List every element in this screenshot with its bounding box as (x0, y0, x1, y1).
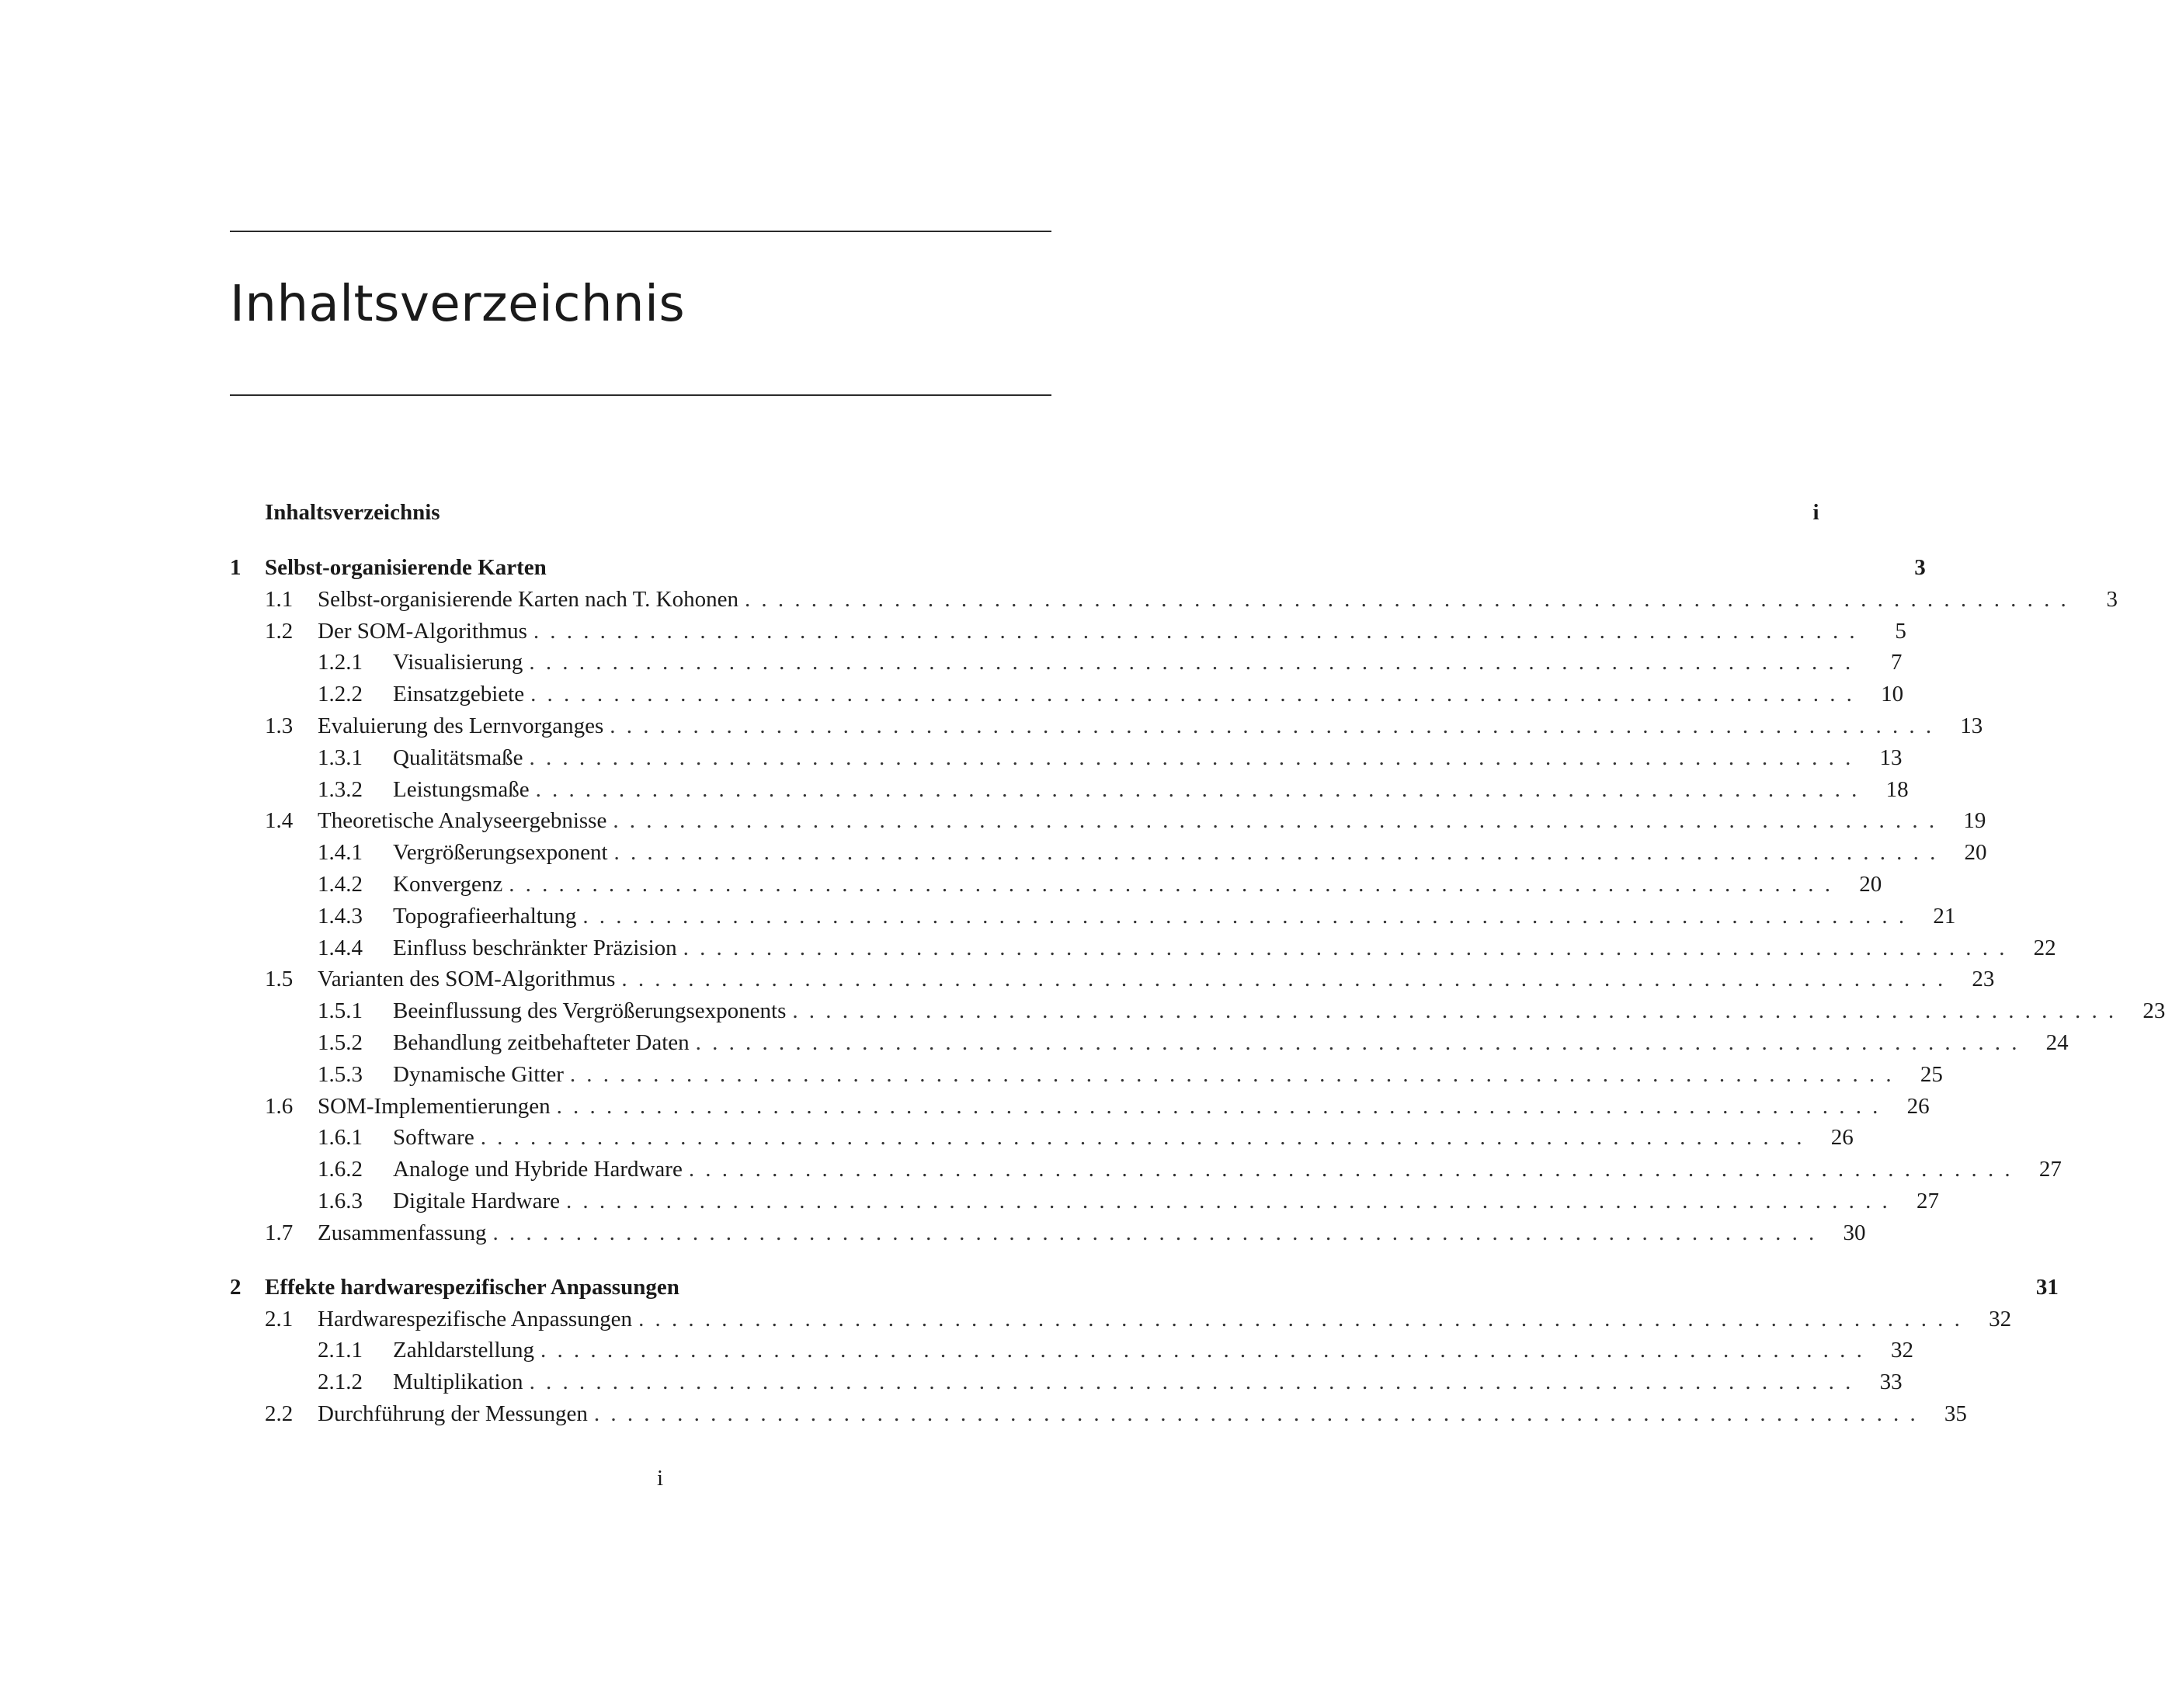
toc-entry-number: 1.4.4 (318, 935, 363, 960)
toc-entry-title: Selbst-organisierende Karten nach T. Kohonen (318, 584, 745, 615)
toc-entry-title: Inhaltsverzeichnis (265, 497, 447, 528)
toc-entry[interactable] (230, 1027, 2069, 1058)
toc-entry-page: 3 (2106, 586, 2118, 612)
toc-entry-page: 3 (1914, 555, 1926, 580)
toc-entry-number: 2.1 (265, 1306, 294, 1331)
toc-entry-title: SOM-Implementierungen (318, 1091, 557, 1122)
toc-entry-title: Durchführung der Messungen (318, 1398, 594, 1429)
toc-entry-title: Analoge und Hybride Hardware (393, 1154, 689, 1185)
toc-entry-number: 1.2.1 (318, 650, 363, 675)
toc-entry-number: 1.6.1 (318, 1125, 363, 1151)
toc-entry-title: Theoretische Analyseergebnisse (318, 805, 613, 836)
toc-entry-title: Qualitätsmaße (393, 742, 530, 773)
toc-entry[interactable] (230, 710, 1983, 741)
toc-entry-page: 23 (1972, 967, 1995, 992)
dot-leader: ................................................................................ (556, 1093, 1889, 1119)
toc-entry-page: 21 (1933, 903, 1956, 929)
toc-entry-title: Multiplikation (393, 1366, 530, 1397)
dot-leader: ................................................................................ (540, 1338, 1874, 1363)
toc-chapter-entry[interactable] (230, 552, 1926, 583)
dot-leader: ................................................................................ (792, 998, 2125, 1024)
toc-entry-title: Einfluss beschränkter Präzision (393, 932, 683, 963)
toc-entry-number: 1.5 (265, 967, 294, 992)
dot-leader: ................................................................................ (613, 808, 1946, 834)
toc-entry-number: 1.4 (265, 808, 294, 834)
dot-leader: ................................................................................ (593, 1401, 1927, 1426)
toc-entry-page: 25 (1920, 1061, 1943, 1087)
toc-entry-page: 23 (2142, 998, 2165, 1024)
toc-entry[interactable] (230, 1335, 1914, 1366)
toc-entry-title: Zusammenfassung (318, 1217, 492, 1248)
toc-entry-number: 1 (230, 555, 242, 580)
toc-entry-title: Leistungsmaße (393, 774, 536, 805)
toc-entry[interactable] (230, 1154, 2062, 1185)
dot-leader: ................................................................................ (529, 650, 1862, 675)
dot-leader: ................................................................................ (610, 713, 1943, 738)
toc-entry-number: 1.1 (265, 586, 294, 612)
toc-entry-title: Selbst-organisierende Karten (265, 552, 553, 583)
dot-leader: ................................................................................ (621, 967, 1955, 992)
dot-leader: ................................................................................ (638, 1306, 1972, 1331)
toc-entry-number: 2.1.2 (318, 1370, 363, 1395)
dot-leader: ................................................................................ (582, 903, 1916, 929)
toc-entry-page: 32 (1891, 1338, 1914, 1363)
toc-entry-number: 1.2.2 (318, 682, 363, 707)
toc-entry-page: 10 (1881, 682, 1904, 707)
dot-leader: ................................................................................ (688, 1157, 2021, 1182)
dot-leader: ................................................................................ (529, 745, 1862, 770)
toc-entry-title: Software (393, 1122, 481, 1153)
toc-entry[interactable] (230, 869, 1882, 900)
dot-leader: ................................................................................ (530, 682, 1864, 707)
toc-entry-number: 1.4.1 (318, 840, 363, 866)
toc-entry-page: 27 (1916, 1189, 1939, 1213)
toc-entry-number: 1.5.3 (318, 1061, 363, 1087)
toc-entry-title: Behandlung zeitbehafteter Daten (393, 1027, 696, 1058)
toc-entry[interactable] (230, 584, 2118, 615)
toc-entry[interactable] (230, 742, 1903, 773)
toc-entry-page: 13 (1879, 745, 1903, 770)
toc-entry-title: Zahldarstellung (393, 1335, 540, 1366)
toc-entry-title: Topografieerhaltung (393, 901, 582, 932)
toc-entry-title: Evaluierung des Lernvorganges (318, 710, 610, 741)
toc-entry[interactable] (230, 1217, 1866, 1248)
toc-entry-title: Varianten des SOM-Algorithmus (318, 963, 621, 995)
toc-entry-number: 1.3 (265, 713, 294, 738)
toc-entry[interactable] (230, 932, 2056, 963)
toc-entry-title: Hardwarespezifische Anpassungen (318, 1304, 638, 1335)
toc-entry-number: 1.3.2 (318, 776, 363, 802)
toc-entry[interactable] (230, 679, 1904, 710)
toc-entry-title: Einsatzgebiete (393, 679, 530, 710)
dot-leader: ................................................................................ (509, 872, 1842, 897)
toc-entry-title: Vergrößerungsexponent (393, 837, 614, 868)
dot-leader: ................................................................................ (533, 618, 1866, 644)
dot-leader: ................................................................................ (480, 1125, 1813, 1151)
toc-entry-number: 1.2 (265, 618, 294, 644)
toc-entry[interactable] (230, 1122, 1854, 1153)
toc-entry-number: 2 (230, 1274, 242, 1300)
toc-entry-page: 19 (1963, 808, 1986, 834)
toc-entry-page: 33 (1879, 1370, 1903, 1395)
toc-entry-number: 1.4.2 (318, 872, 363, 897)
dot-leader: ................................................................................ (613, 840, 1947, 866)
toc-entry-page: 27 (2038, 1157, 2062, 1182)
dot-leader: ................................................................................ (492, 1220, 1826, 1245)
chapter-title: Inhaltsverzeichnis (230, 276, 686, 333)
toc-entry[interactable] (230, 647, 1903, 678)
dot-leader: ................................................................................ (744, 586, 2077, 612)
toc-entry-number: 1.3.1 (318, 745, 363, 770)
toc-entry-page: 24 (2045, 1030, 2069, 1055)
toc-entry-title: Beeinflussung des Vergrößerungsexponents (393, 995, 792, 1026)
toc-entry[interactable] (230, 805, 1986, 836)
toc-entry[interactable] (230, 616, 1906, 647)
toc-entry-number: 1.5.1 (318, 998, 363, 1024)
toc-entry-number: 1.6.3 (318, 1189, 363, 1213)
dot-leader: ................................................................................ (569, 1061, 1903, 1087)
dot-leader: ................................................................................ (695, 1030, 2028, 1055)
toc-entry-page: 26 (1906, 1093, 1930, 1119)
toc-entry-title: Konvergenz (393, 869, 509, 900)
toc-entry[interactable] (230, 995, 2165, 1026)
toc-entry-title: Der SOM-Algorithmus (318, 616, 533, 647)
page-number: i (656, 1466, 664, 1491)
toc-chapter-entry[interactable] (230, 497, 1819, 528)
toc-entry-page: i (1812, 500, 1819, 525)
toc-entry-number: 1.4.3 (318, 903, 363, 929)
toc-entry-number: 1.6.2 (318, 1157, 363, 1182)
toc-entry[interactable] (230, 963, 1995, 995)
toc-entry[interactable] (230, 1366, 1903, 1397)
toc-entry-page: 20 (1964, 840, 1987, 866)
toc-entry[interactable] (230, 1091, 1930, 1122)
toc-entry[interactable] (230, 901, 1956, 932)
toc-entry[interactable] (230, 837, 1987, 868)
toc-entry-title: Digitale Hardware (393, 1186, 566, 1217)
toc-entry-page: 20 (1859, 872, 1882, 897)
bottom-rule (230, 394, 1051, 396)
dot-leader: ................................................................................ (535, 776, 1868, 802)
toc-chapter-entry[interactable] (230, 1272, 2059, 1303)
dot-leader: ................................................................................ (683, 935, 2016, 960)
toc-entry-page: 31 (2035, 1274, 2059, 1300)
toc-entry[interactable] (230, 774, 1909, 805)
toc-entry-page: 7 (1890, 650, 1903, 675)
toc-entry[interactable] (230, 1398, 1967, 1429)
toc-entry[interactable] (230, 1304, 2012, 1335)
dot-leader: ................................................................................ (529, 1370, 1862, 1395)
toc-entry-number: 1.6 (265, 1093, 294, 1119)
toc-entry[interactable] (230, 1186, 1939, 1217)
toc-entry-page: 13 (1960, 713, 1983, 738)
toc-entry[interactable] (230, 1059, 1943, 1090)
toc-entry-title: Effekte hardwarespezifischer Anpassungen (265, 1272, 686, 1303)
toc-entry-title: Visualisierung (393, 647, 529, 678)
toc-entry-number: 1.5.2 (318, 1030, 363, 1055)
toc-entry-number: 1.7 (265, 1220, 294, 1245)
toc-entry-page: 35 (1944, 1401, 1967, 1426)
toc-entry-page: 30 (1843, 1220, 1866, 1245)
toc-entry-number: 2.2 (265, 1401, 294, 1426)
toc-entry-page: 18 (1885, 776, 1909, 802)
top-rule (230, 231, 1051, 232)
toc-entry-page: 22 (2033, 935, 2056, 960)
dot-leader: ................................................................................ (565, 1189, 1899, 1213)
toc-entry-page: 32 (1989, 1306, 2012, 1331)
toc-entry-number: 2.1.1 (318, 1338, 363, 1363)
toc-entry-page: 26 (1830, 1125, 1854, 1151)
toc-entry-title: Dynamische Gitter (393, 1059, 570, 1090)
toc-entry-page: 5 (1895, 618, 1906, 644)
